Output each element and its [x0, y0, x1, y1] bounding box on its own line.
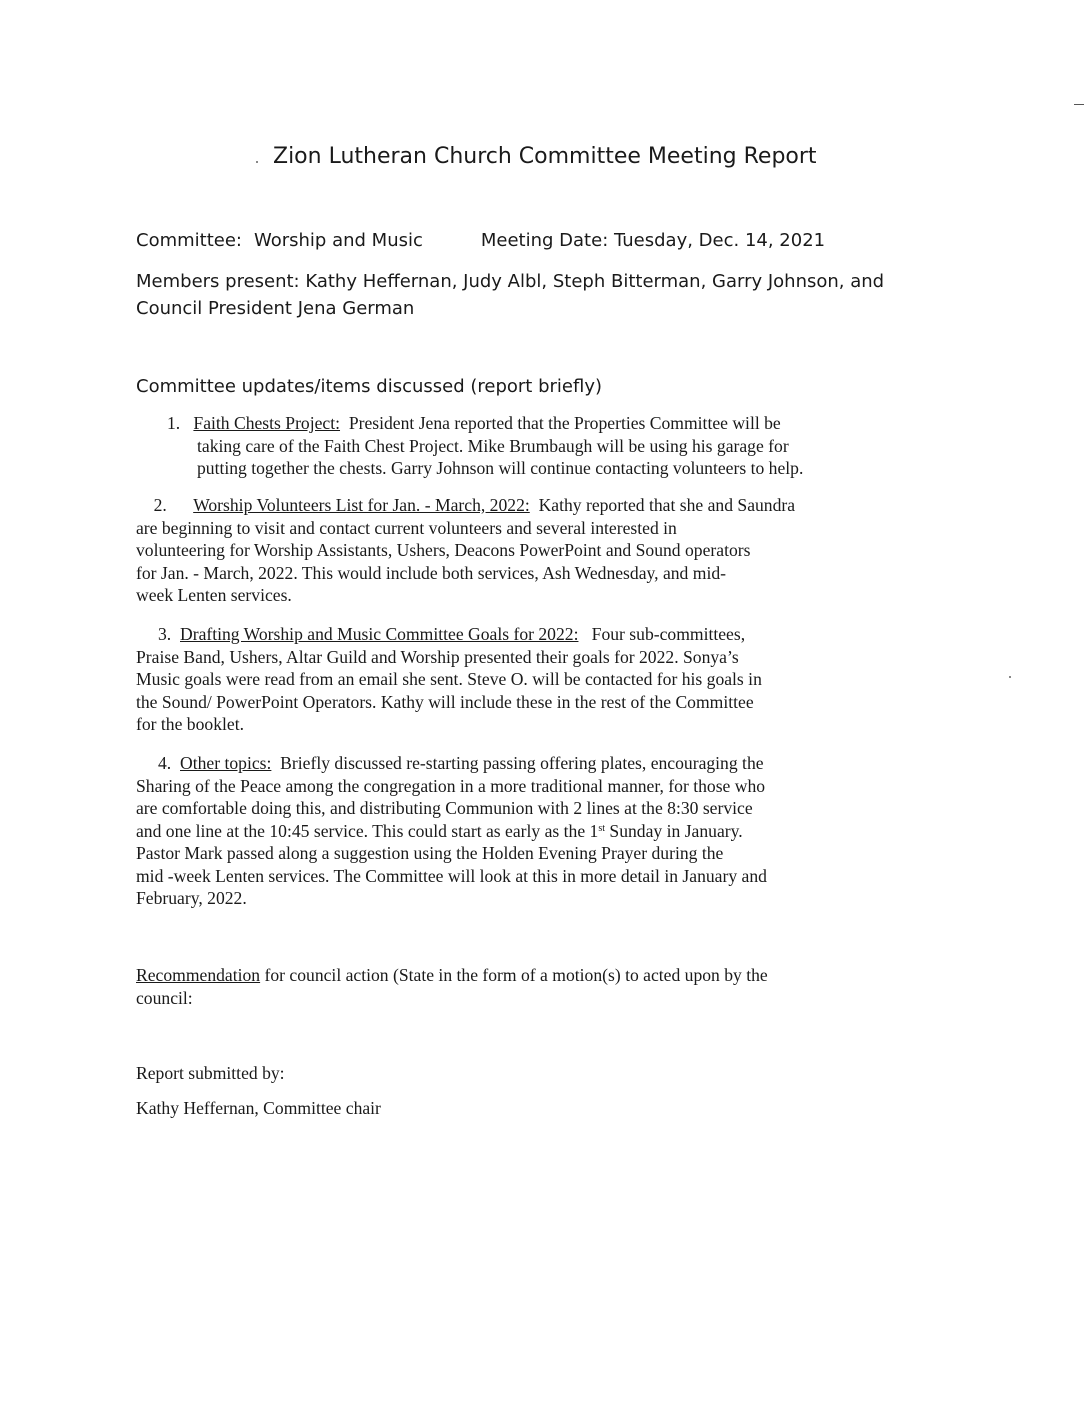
meeting-date: Tuesday, Dec. 14, 2021: [614, 230, 826, 251]
item-text: are comfortable doing this, and distributing Communion with 2 lines at the 8:30 service: [136, 798, 753, 818]
item-text: mid -week Lenten services. The Committee will look at this in more detail in January and: [136, 865, 767, 886]
item-text: Sharing of the Peace among the congregation in a more traditional manner, for those who: [136, 775, 766, 796]
submitted-by-name: Kathy Heffernan, Committee chair: [136, 1098, 381, 1118]
item-text: volunteering for Worship Assistants, Ushers, Deacons PowerPoint and Sound operators: [136, 540, 751, 560]
item-text: Sunday in January.: [605, 820, 743, 841]
scan-speck: [1009, 676, 1011, 678]
committee-info-line: [136, 230, 825, 251]
item-number: 1.: [167, 413, 181, 433]
list-item: [167, 412, 803, 480]
item-number: 3.: [158, 624, 172, 644]
members-present: [136, 268, 884, 322]
item-text: Briefly discussed re-starting passing offering plates, encouraging the: [280, 753, 764, 773]
submitted-by-label: Report submitted by:: [136, 1063, 285, 1083]
item-text: taking care of the Faith Chest Project. Mike Brumbaugh will be using his garage for: [197, 435, 789, 456]
item-text: Music goals were read from an email she sent. Steve O. will be contacted for his goals in: [136, 669, 762, 689]
list-item: [136, 623, 762, 736]
members-line: Members present: Kathy Heffernan, Judy Albl, Steph Bitterman, Garry Johnson, and: [136, 271, 885, 292]
list-item: [136, 494, 795, 607]
members-line: Council President Jena German: [136, 298, 415, 319]
item-text: the Sound/ PowerPoint Operators. Kathy will include these in the rest of the Committee: [136, 691, 754, 712]
item-text: February, 2022.: [136, 888, 247, 908]
item-number: 4.: [158, 753, 172, 773]
recommendation-text: council:: [136, 987, 193, 1008]
recommendation: [136, 964, 768, 1009]
item-text: putting together the chests. Garry Johnson will continue contacting volunteers to help.: [197, 458, 804, 478]
meeting-date-label: Meeting Date:: [480, 230, 609, 251]
item-text: are beginning to visit and contact current volunteers and several interested in: [136, 517, 677, 538]
item-title: Drafting Worship and Music Committee Goals for 2022:: [180, 624, 579, 644]
ordinal-suffix: st: [598, 822, 606, 834]
item-title: Other topics:: [180, 753, 272, 773]
list-item: [136, 752, 767, 910]
report-title: Zion Lutheran Church Committee Meeting Report: [273, 144, 817, 169]
item-title: Faith Chests Project:: [193, 413, 341, 433]
recommendation-label: Recommendation: [136, 965, 261, 985]
item-text: Praise Band, Ushers, Altar Guild and Worship presented their goals for 2022. Sonya’s: [136, 646, 739, 667]
scan-mark: [1074, 104, 1084, 105]
item-text: week Lenten services.: [136, 585, 292, 605]
item-title: Worship Volunteers List for Jan. - March, 2022:: [193, 495, 530, 515]
item-text: Pastor Mark passed along a suggestion using the Holden Evening Prayer during the: [136, 843, 724, 863]
committee-label: Committee:: [136, 230, 242, 251]
scan-speck: [256, 161, 258, 163]
committee-name: Worship and Music: [253, 230, 423, 251]
updates-heading: Committee updates/items discussed (report briefly): [136, 376, 602, 397]
item-text: for the booklet.: [136, 714, 244, 734]
item-text: Four sub-committees,: [591, 624, 746, 644]
item-text: Kathy reported that she and Saundra: [538, 495, 796, 515]
item-text: for Jan. - March, 2022. This would include both services, Ash Wednesday, and mid-: [136, 562, 726, 583]
item-text: President Jena reported that the Properties Committee will be: [348, 413, 781, 433]
recommendation-text: for council action (State in the form of a motion(s) to acted upon by the: [260, 965, 768, 985]
item-number: 2.: [153, 495, 167, 515]
item-text: and one line at the 10:45 service. This could start as early as the 1: [136, 820, 599, 841]
